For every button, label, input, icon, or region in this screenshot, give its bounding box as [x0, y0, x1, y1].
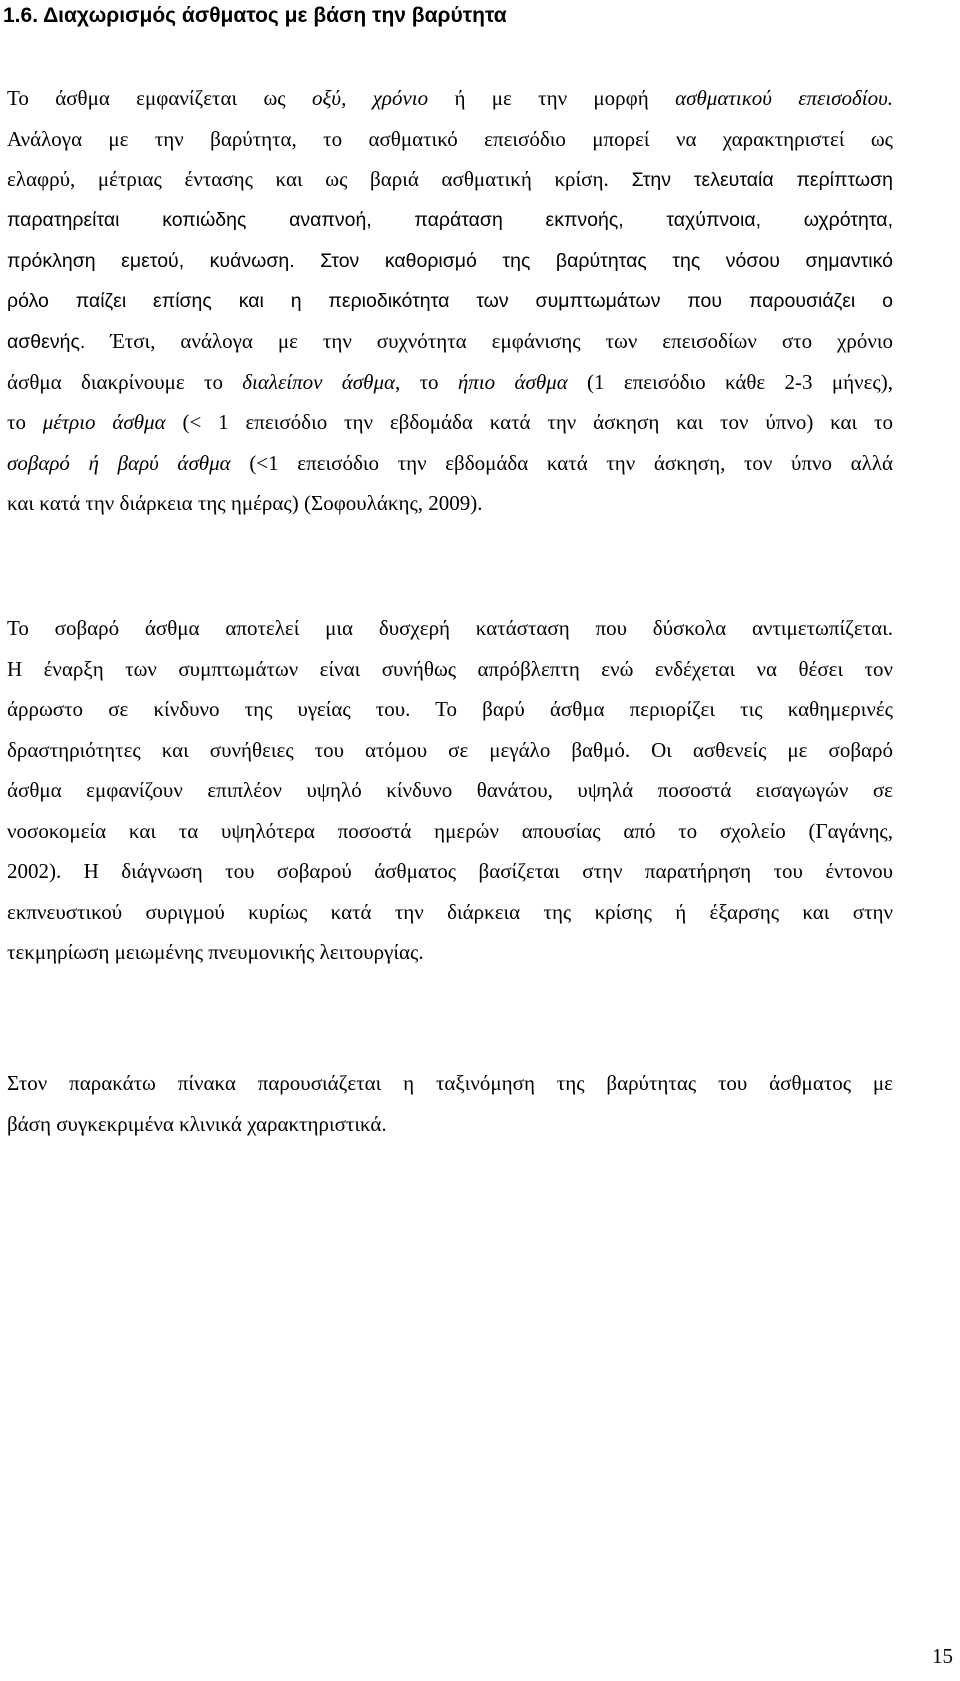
emphasis: μέτριο άσθμα — [42, 410, 166, 434]
text-line: το μέτριο άσθμα (< 1 επεισόδιο την εβδομάδα κατά την άσκηση και τον ύπνο) και το — [7, 410, 893, 434]
text-line: Το άσθμα εμφανίζεται ως οξύ, χρόνιο ή με την μορφή ασθματικού επεισοδίου. — [7, 86, 893, 110]
text-line: 2002). Η διάγνωση του σοβαρού άσθματος βασίζεται στην παρατήρηση του έντονου — [7, 859, 893, 883]
text-line: ασθενής. Έτσι, ανάλογα με την συχνότητα εμφάνισης των επεισοδίων στο χρόνιο — [7, 329, 893, 353]
text-line: Ανάλογα με την βαρύτητα, το ασθματικό επεισόδιο μπορεί να χαρακτηριστεί ως — [7, 126, 893, 151]
text-line: ελαφρύ, μέτριας έντασης και ως βαριά ασθματική κρίση. Στην τελευταία περίπτωση — [7, 167, 893, 191]
emphasis: οξύ, χρόνιο — [311, 86, 429, 110]
text-line: και κατά την διάρκεια της ημέρας) (Σοφουλάκης, 2009). — [7, 491, 483, 515]
text-line: ρόλο παίζει επίσης και η περιοδικότητα των συμπτωμάτων που παρουσιάζει ο — [7, 289, 893, 312]
text-line: Το σοβαρό άσθμα αποτελεί μια δυσχερή κατάσταση που δύσκολα αντιμετωπίζεται. — [7, 616, 893, 640]
text-line: εκπνευστικού συριγμού κυρίως κατά την διάρκεια της κρίσης ή έξαρσης και στην — [7, 899, 893, 924]
text-line: νοσοκομεία και τα υψηλότερα ποσοστά ημερών απουσίας από το σχολείο (Γαγάνης, — [7, 818, 893, 843]
text-line: βάση συγκεκριμένα κλινικά χαρακτηριστικά. — [7, 1111, 387, 1136]
text-line: Στον παρακάτω πίνακα παρουσιάζεται η ταξινόμηση της βαρύτητας του άσθματος με — [7, 1071, 893, 1095]
paragraph-severe-asthma — [7, 608, 893, 973]
text-line: Η έναρξη των συμπτωμάτων είναι συνήθως απρόβλεπτη ενώ ενδέχεται να θέσει τον — [7, 656, 893, 681]
text-line: τεκμηρίωση μειωμένης πνευμονικής λειτουργίας. — [7, 940, 424, 964]
text-line: άσθμα διακρίνουμε το διαλείπον άσθμα, το ήπιο άσθμα (1 επεισόδιο κάθε 2-3 μήνες), — [7, 369, 893, 394]
text-line: άρρωστο σε κίνδυνο της υγείας του. Το βαρύ άσθμα περιορίζει τις καθημερινές — [7, 697, 893, 721]
text-line: παρατηρείται κοπιώδης αναπνοή, παράταση εκπνοής, ταχύπνοια, ωχρότητα, — [7, 208, 893, 231]
paragraph-asthma-forms — [7, 78, 893, 524]
page-number: 15 — [932, 1644, 953, 1668]
text-line: πρόκληση εμετού, κυάνωση. Στον καθορισμό της βαρύτητας της νόσου σημαντικό — [7, 250, 893, 272]
emphasis: ήπιο άσθμα — [457, 369, 568, 394]
paragraph-table-intro — [7, 1063, 893, 1144]
text-line: άσθμα εμφανίζουν επιπλέον υψηλό κίνδυνο θανάτου, υψηλά ποσοστά εισαγωγών σε — [7, 778, 893, 802]
emphasis: ασθματικού επεισοδίου. — [675, 86, 893, 110]
section-heading: 1.6. Διαχωρισμός άσθματος με βάση την βαρύτητα — [3, 4, 507, 27]
emphasis: διαλείπον άσθμα — [242, 369, 396, 394]
text-line: δραστηριότητες και συνήθειες του ατόμου σε μεγάλο βαθμό. Οι ασθενείς με σοβαρό — [7, 737, 893, 762]
text-line: σοβαρό ή βαρύ άσθμα (<1 επεισόδιο την εβδομάδα κατά την άσκηση, τον ύπνο αλλά — [7, 450, 893, 475]
emphasis: σοβαρό ή βαρύ άσθμα — [7, 450, 231, 475]
